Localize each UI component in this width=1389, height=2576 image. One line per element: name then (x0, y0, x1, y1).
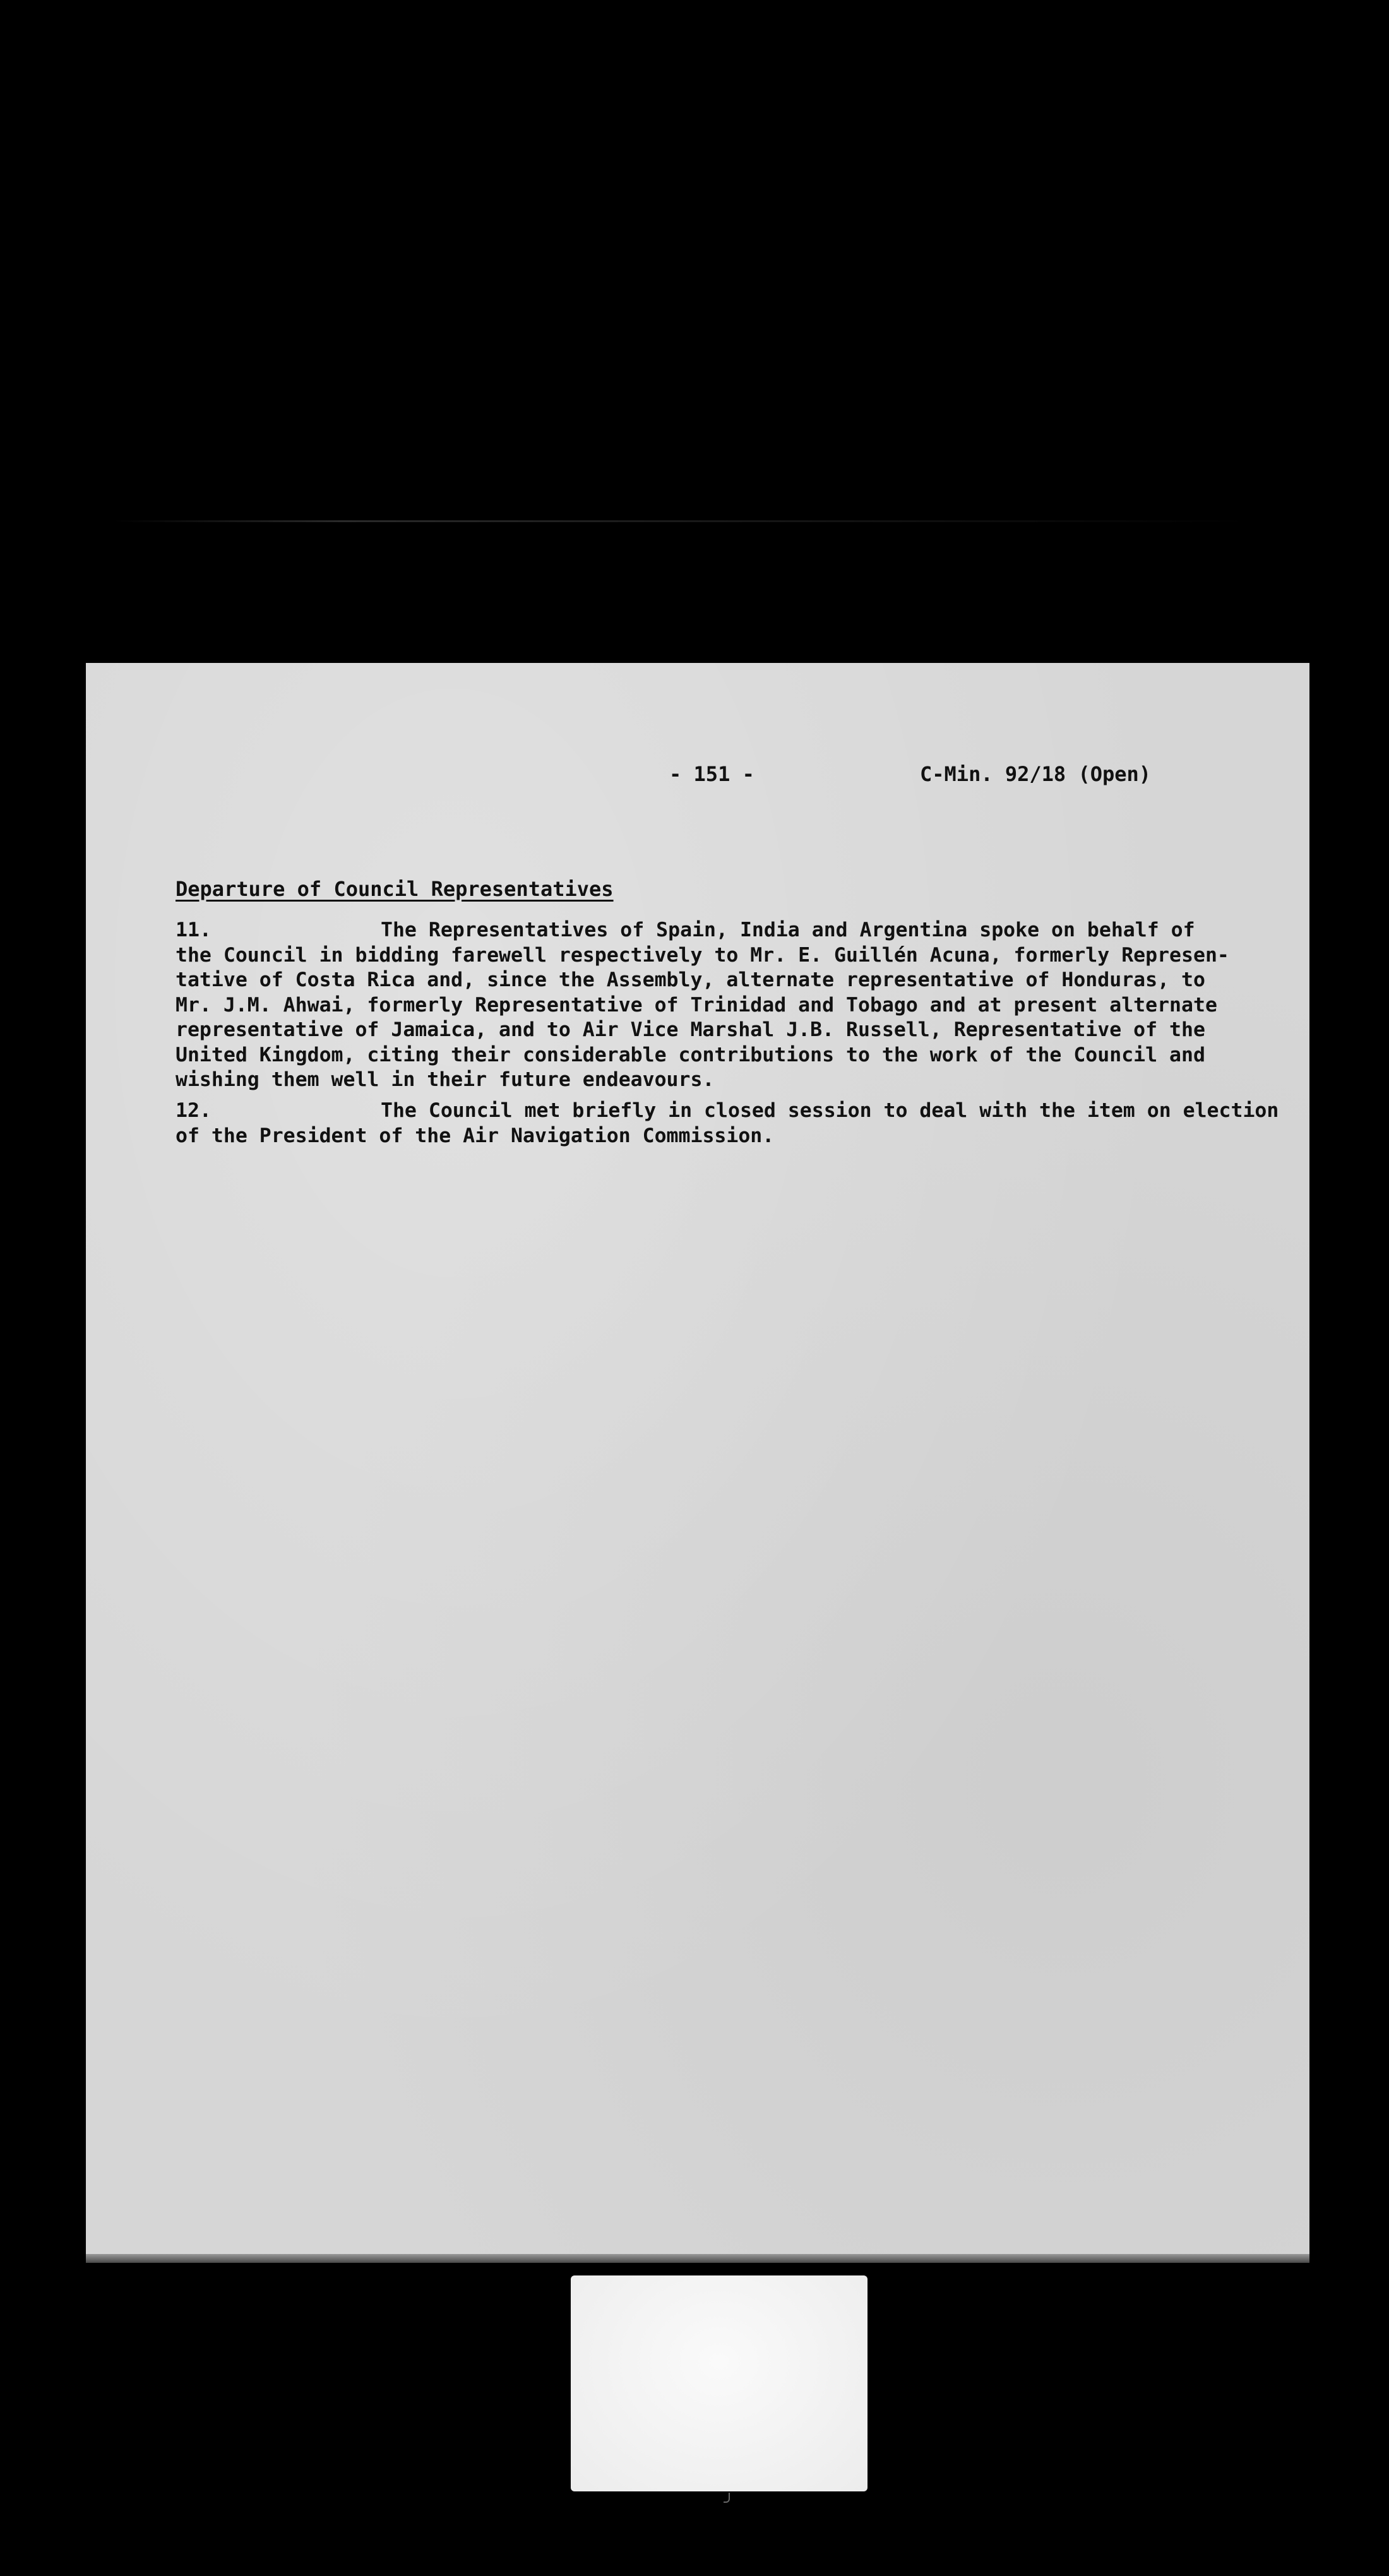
paragraph-line (176, 1099, 1279, 1124)
scan-artifact-line (114, 520, 1250, 522)
document-reference: C-Min. 92/18 (Open) (920, 762, 1152, 786)
page-number: - 151 - (669, 762, 754, 786)
page-header (86, 762, 1309, 787)
paragraph-11 (176, 918, 1261, 1093)
paragraph-text: The Council met briefly in closed session to deal with the item on election (381, 1099, 1279, 1122)
document-page (86, 663, 1309, 2263)
paragraph-text: The Representatives of Spain, India and Argentina spoke on behalf of (381, 919, 1195, 941)
paragraph-line: representative of Jamaica, and to Air Vice Marshal J.B. Russell, Representative of the (176, 1018, 1205, 1041)
section-title: Departure of Council Representatives (176, 877, 614, 901)
blank-target-card (571, 2275, 867, 2491)
paragraph-line: of the President of the Air Navigation Commission. (176, 1124, 775, 1147)
paragraph-line: Mr. J.M. Ahwai, formerly Representative of Trinidad and Tobago and at present alternate (176, 993, 1217, 1017)
paragraph-line: wishing them well in their future endeavours. (176, 1068, 715, 1091)
paragraph-number: 11. (176, 919, 212, 941)
scan-mark (724, 2493, 730, 2503)
paragraph-line: the Council in bidding farewell respectively to Mr. E. Guillén Acuna, formerly Represen- (176, 943, 1229, 967)
paragraph-line (176, 918, 1261, 943)
paragraph-line: United Kingdom, citing their considerable contributions to the work of the Council and (176, 1043, 1205, 1066)
paragraph-12 (176, 1099, 1279, 1148)
paragraph-number: 12. (176, 1099, 212, 1122)
paragraph-line: tative of Costa Rica and, since the Assembly, alternate representative of Honduras, to (176, 969, 1205, 991)
page-bottom-edge (86, 2254, 1309, 2263)
